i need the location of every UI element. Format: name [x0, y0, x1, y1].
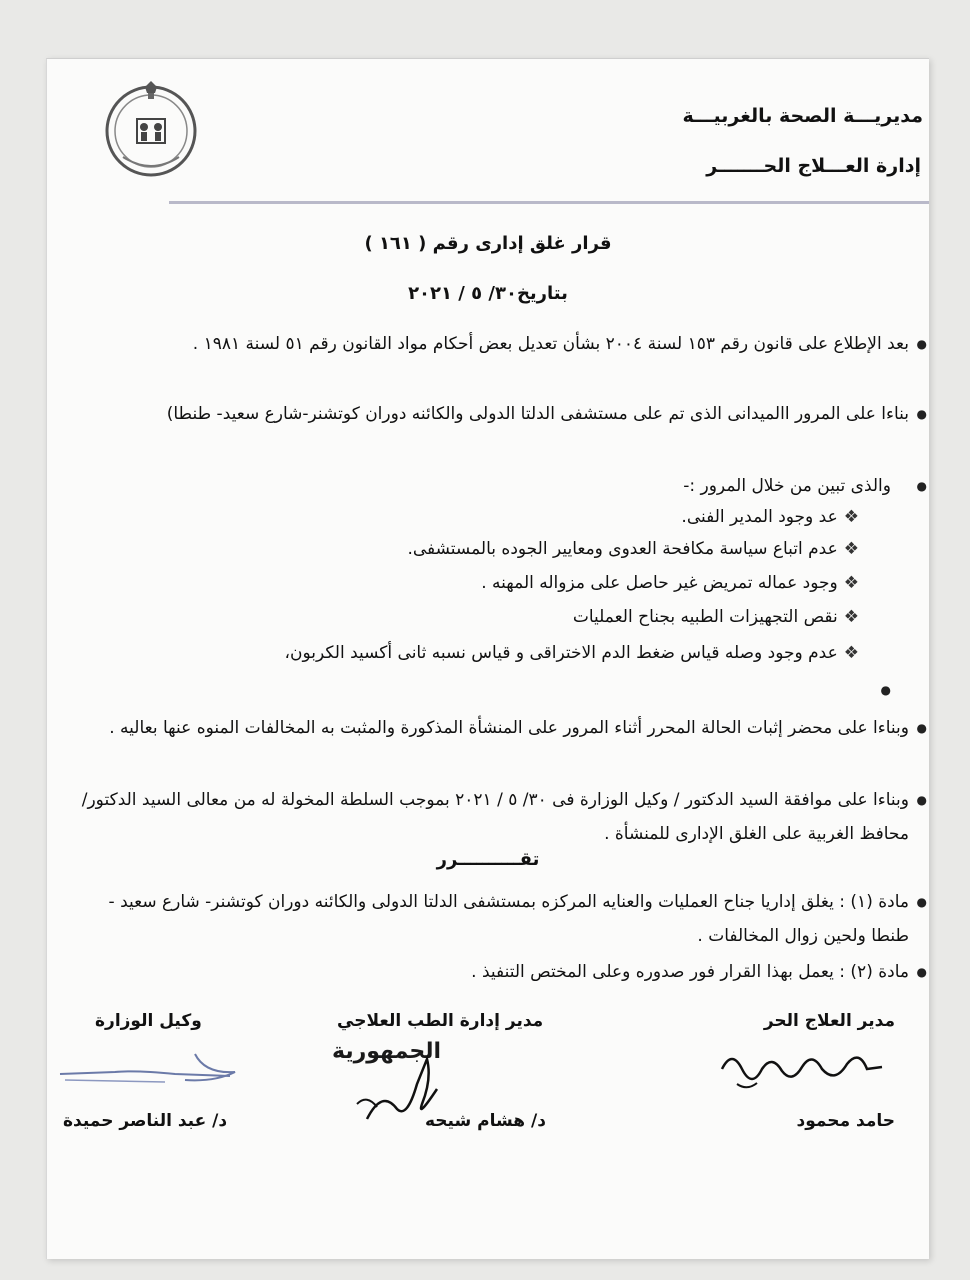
diamond-bullet-icon: ❖	[843, 507, 859, 527]
department-name: إدارة العـــلاج الحـــــــر	[706, 155, 921, 177]
document-page	[46, 58, 929, 1259]
ministry-logo-icon	[101, 79, 201, 179]
bullet-icon: ●	[916, 337, 927, 351]
header-divider	[169, 201, 929, 204]
list-item: ● وبناءا على محضر إثبات الحالة المحرر أثناء المرور على المنشأة المذكورة والمثبت به المخالفات المنوه عنها بعاليه .	[74, 711, 909, 745]
diamond-bullet-icon: ❖	[843, 573, 859, 593]
finding-item: ❖عد وجود المدير الفنى.	[681, 507, 859, 527]
signatory-name-middle: د/ هشام شيحه	[425, 1111, 546, 1131]
signature-right-icon	[717, 1039, 897, 1099]
diamond-bullet-icon: ❖	[843, 607, 859, 627]
finding-item: ❖عدم وجود وصله قياس ضغط الدم الاختراقى و قياس نسبه ثانى أكسيد الكربون،	[284, 643, 859, 663]
bullet-icon: ●	[880, 683, 891, 697]
directorate-name: مديريـــة الصحة بالغربيـــة	[682, 105, 923, 127]
finding-item: ❖نقص التجهيزات الطبيه بجناح العمليات	[572, 607, 859, 627]
bullet-icon: ●	[916, 479, 927, 493]
list-item: ● وبناءا على موافقة السيد الدكتور / وكيل الوزارة فى ٣٠/ ٥ / ٢٠٢١ بموجب السلطة المخولة له من معالى السيد الدكتور/ محافظ الغربية على الغلق الإدارى للمنشأة .	[74, 783, 909, 851]
list-item: ● بناءا على المرور االميدانى الذى تم على مستشفى الدلتا الدولى والكائنه دوران كوتشنر-شارع سعيد- طنطا)	[74, 397, 909, 431]
diamond-bullet-icon: ❖	[843, 539, 859, 559]
signatory-title-left: وكيل الوزارة	[95, 1011, 202, 1031]
diamond-bullet-icon: ❖	[843, 643, 859, 663]
list-item: ● والذى تبين من خلال المرور :-	[56, 469, 909, 503]
decision-date: بتاريخ٣٠/ ٥ / ٢٠٢١	[408, 283, 568, 304]
bullet-icon: ●	[916, 793, 927, 807]
article-item: ● مادة (١) : يغلق إداريا جناح العمليات والعنايه المركزه بمستشفى الدلتا الدولى والكائنه دوران كوتشنر- شارع سعيد - طنطا ولحين زوال المخالفات .	[74, 885, 909, 953]
signatory-name-left: د/ عبد الناصر حميدة	[63, 1111, 228, 1131]
bullet-icon: ●	[916, 965, 927, 979]
list-item: ● بعد الإطلاع على قانون رقم ١٥٣ لسنة ٢٠٠٤ بشأن تعديل بعض أحكام مواد القانون رقم ٥١ لسنة ١٩٨١ .	[74, 327, 909, 361]
bullet-icon: ●	[916, 895, 927, 909]
signatory-title-middle: مدير إدارة الطب العلاجي	[337, 1011, 544, 1031]
signatory-name-right: حامد محمود	[796, 1111, 895, 1131]
signature-left-icon	[55, 1044, 245, 1094]
finding-item: ❖وجود عماله تمريض غير حاصل على مزواله المهنه .	[481, 573, 859, 593]
bullet-icon: ●	[916, 407, 927, 421]
article-item: ● مادة (٢) : يعمل بهذا القرار فور صدوره وعلى المختص التنفيذ .	[74, 955, 909, 989]
decision-heading: تقــــــــــرر	[436, 849, 540, 870]
bullet-icon: ●	[916, 721, 927, 735]
finding-item: ❖عدم اتباع سياسة مكافحة العدوى ومعايير الجوده بالمستشفى.	[407, 539, 859, 559]
signatory-title-right: مدير العلاج الحر	[763, 1011, 895, 1031]
decision-title: قرار غلق إدارى رقم ( ١٦١ )	[364, 233, 612, 254]
newspaper-watermark: الجمهورية	[332, 1039, 441, 1064]
